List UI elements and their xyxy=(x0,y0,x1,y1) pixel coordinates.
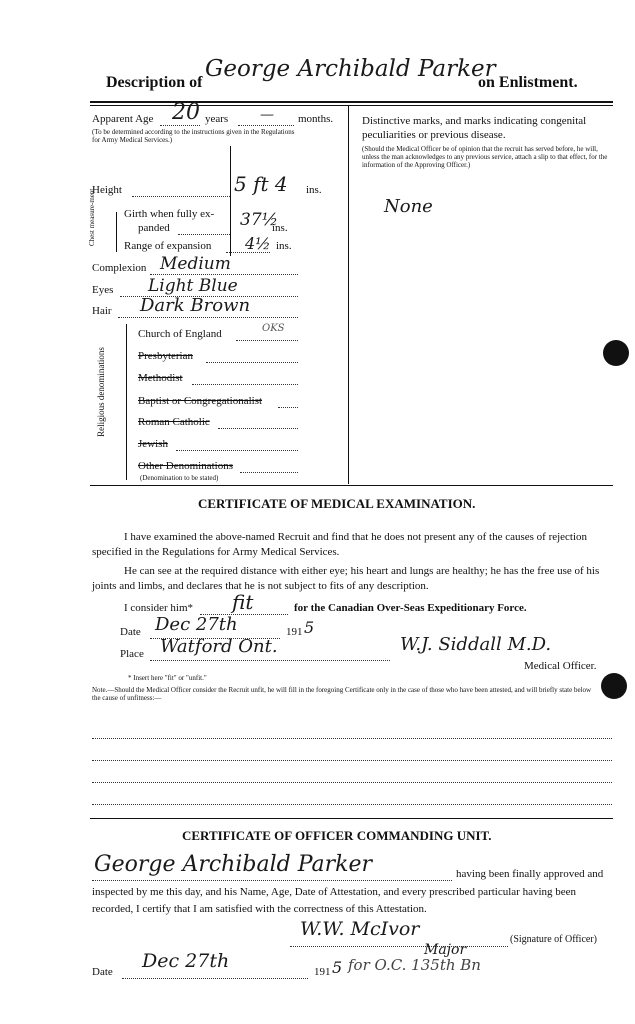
commanding-text-1: having been finally approved and xyxy=(456,868,604,880)
punch-hole-bottom xyxy=(601,673,627,699)
consider-suffix: for the Canadian Over-Seas Expeditionary Force. xyxy=(294,602,527,614)
punch-hole-top xyxy=(603,340,629,366)
height-unit: ins. xyxy=(306,184,322,196)
religion-methodist: Methodist xyxy=(138,372,183,384)
religion-dots-4 xyxy=(218,428,298,429)
religion-roman-catholic: Roman Catholic xyxy=(138,416,210,428)
medical-date-label: Date xyxy=(120,626,141,638)
religion-presbyterian: Presbyterian xyxy=(138,350,193,362)
age-value: 20 xyxy=(172,100,200,125)
medical-date-value: Dec 27th xyxy=(155,614,238,635)
unfitness-line-4 xyxy=(92,804,612,805)
denomination-note: (Denomination to be stated) xyxy=(140,474,219,482)
months-label: months. xyxy=(298,113,334,125)
fit-value: fit xyxy=(232,590,254,614)
commanding-date-label: Date xyxy=(92,966,113,978)
commanding-signature-dots xyxy=(290,946,508,947)
medical-certificate-title: CERTIFICATE OF MEDICAL EXAMINATION. xyxy=(198,496,476,511)
unfitness-line-2 xyxy=(92,760,612,761)
medical-place-value: Watford Ont. xyxy=(160,636,278,657)
commanding-name-value: George Archibald Parker xyxy=(94,852,373,877)
religion-other: Other Denominations xyxy=(138,460,234,472)
height-dots xyxy=(132,196,230,197)
unfitness-note: Note.—Should the Medical Officer consider the Recruit unfit, he will fill in the foregoing Certificate only in the case of those who have been attested, and will briefly state below the cause of unfitness:— xyxy=(92,686,592,702)
age-dots xyxy=(160,125,200,126)
hair-value: Dark Brown xyxy=(140,295,251,316)
column-divider xyxy=(348,106,349,484)
header-title-prefix: Description of xyxy=(106,74,203,91)
chest-measurement-label: Chest measure-ment. xyxy=(88,186,96,246)
religion-church-of-england-value: OKS xyxy=(262,323,285,334)
commanding-date-dots xyxy=(122,978,308,979)
girth-dots xyxy=(178,234,230,235)
months-value: — xyxy=(260,107,274,123)
medical-place-label: Place xyxy=(120,648,144,660)
hair-dots xyxy=(118,317,298,318)
commanding-certificate-title: CERTIFICATE OF OFFICER COMMANDING UNIT. xyxy=(182,828,492,843)
marks-note: (Should the Medical Officer be of opinion that the recruit has served before, he will, unless the man acknowledges to any previous service, attach a slip to that effect, for the information of the Approving Officer.) xyxy=(362,145,608,169)
measurements-vertical-rule xyxy=(230,146,231,256)
religion-dots-3 xyxy=(278,407,298,408)
complexion-label: Complexion xyxy=(92,262,147,274)
range-value: 4½ xyxy=(245,234,271,253)
commanding-unit-value: for O.C. 135th Bn xyxy=(348,956,481,974)
religious-denominations-label: Religious denominations xyxy=(96,347,106,437)
header-name-handwritten: George Archibald Parker xyxy=(205,56,496,82)
commanding-year-value: 5 xyxy=(332,958,343,977)
consider-prefix: I consider him* xyxy=(124,602,194,614)
girth-label-line1: Girth when fully ex- xyxy=(124,208,215,220)
header-title-suffix: on Enlistment. xyxy=(478,74,578,91)
unfitness-line-3 xyxy=(92,782,612,783)
eyes-label: Eyes xyxy=(92,284,114,296)
months-dots xyxy=(238,125,294,126)
header-rule-bottom xyxy=(90,105,613,106)
religion-church-of-england: Church of England xyxy=(138,328,222,340)
girth-unit: ins. xyxy=(272,222,288,234)
religion-dots-6 xyxy=(240,472,298,473)
religion-baptist: Baptist or Congregationalist xyxy=(138,395,263,407)
religion-jewish: Jewish xyxy=(138,438,168,450)
medical-paragraph-1: I have examined the above-named Recruit and find that he does not present any of the causes of rejection specified in the Regulations for Army Medical Services. xyxy=(92,531,588,558)
girth-value: 37½ xyxy=(240,210,279,230)
header-rule-top xyxy=(90,101,613,103)
complexion-value: Medium xyxy=(160,254,231,274)
age-instruction-note: (To be determined according to the instructions given in the Regulations for Army Medical Services.) xyxy=(92,128,295,144)
section-rule-1 xyxy=(90,485,613,486)
marks-heading: Distinctive marks, and marks indicating congenital peculiarities or previous disease. xyxy=(362,115,587,141)
range-label: Range of expansion xyxy=(124,240,212,252)
commanding-signature-value: W.W. McIvor xyxy=(300,918,420,940)
medical-paragraph-2: He can see at the required distance with either eye; his heart and lungs are healthy; he has the free use of his joints and limbs, and declares that he is not subject to fits of any description. xyxy=(92,565,600,592)
commanding-name-dots xyxy=(92,880,452,881)
years-label: years xyxy=(205,113,229,125)
unfitness-line-1 xyxy=(92,738,612,739)
medical-place-dots xyxy=(150,660,390,661)
medical-officer-signature: W.J. Siddall M.D. xyxy=(400,634,552,655)
commanding-year-printed: 191 xyxy=(314,966,331,978)
religion-dots-1 xyxy=(206,362,298,363)
medical-year-value: 5 xyxy=(304,618,315,637)
signature-of-officer-label: (Signature of Officer) xyxy=(510,934,598,945)
medical-officer-label: Medical Officer. xyxy=(524,660,597,672)
height-label: Height xyxy=(92,184,122,196)
commanding-date-value: Dec 27th xyxy=(142,950,230,972)
medical-year-printed: 191 xyxy=(286,626,303,638)
height-value: 5 ft 4 xyxy=(234,172,288,196)
girth-label-line2: panded xyxy=(138,222,170,234)
hair-label: Hair xyxy=(92,305,112,317)
range-unit: ins. xyxy=(276,240,292,252)
marks-value: None xyxy=(384,196,433,217)
religion-bracket xyxy=(126,324,127,480)
commanding-text-2: inspected by me this day, and his Name, Age, Date of Attestation, and every prescribed particular having been recorded, I certify that I am satisfied with the correctness of this Attestation. xyxy=(92,886,577,915)
fit-footnote: * Insert here "fit" or "unfit." xyxy=(128,674,207,682)
apparent-age-label: Apparent Age xyxy=(92,113,154,125)
eyes-value: Light Blue xyxy=(148,276,238,296)
religion-dots-0 xyxy=(236,340,298,341)
religion-dots-5 xyxy=(176,450,298,451)
complexion-dots xyxy=(150,274,298,275)
section-rule-2 xyxy=(90,818,613,819)
commanding-rank-value: Major xyxy=(424,942,467,958)
chest-bracket xyxy=(116,212,117,252)
religion-dots-2 xyxy=(192,384,298,385)
